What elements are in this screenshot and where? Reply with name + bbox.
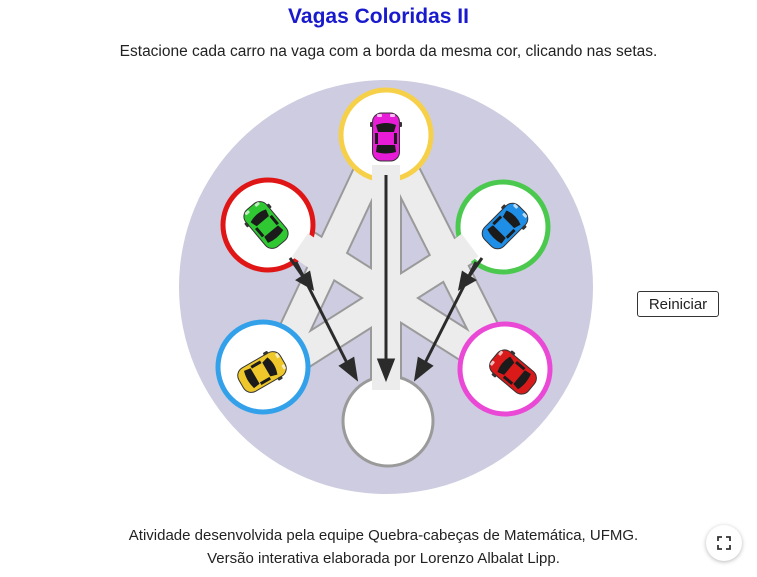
- fullscreen-button[interactable]: [706, 525, 742, 561]
- car-magenta[interactable]: [370, 113, 402, 161]
- instructions: Estacione cada carro na vaga com a borda da mesma cor, clicando nas setas.: [119, 43, 658, 60]
- credits-line-2: Versão interativa elaborada por Lorenzo Albalat Lipp.: [207, 550, 560, 567]
- credits-line-1: Atividade desenvolvida pela equipe Quebra-cabeças de Matemática, UFMG.: [128, 527, 639, 544]
- reset-button[interactable]: Reiniciar: [637, 291, 719, 317]
- fullscreen-icon: [716, 535, 732, 551]
- page-title: Vagas Coloridas II: [288, 5, 469, 28]
- credits: [0, 524, 757, 570]
